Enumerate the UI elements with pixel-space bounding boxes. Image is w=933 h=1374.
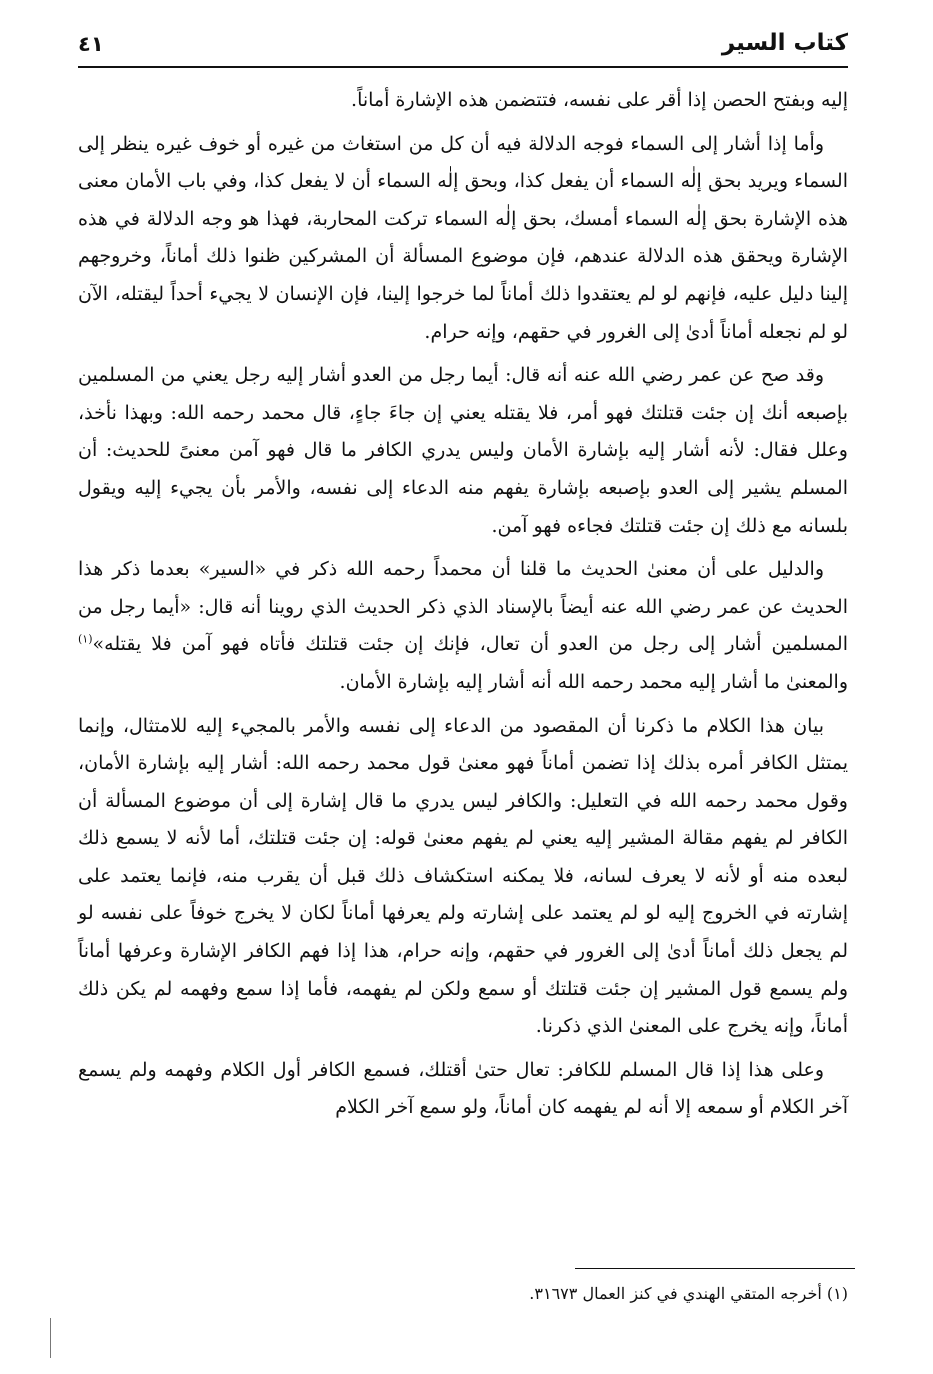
margin-line [50,1318,51,1358]
paragraph-text: والدليل على أن معنىٰ الحديث ما قلنا أن محمداً رحمه الله ذكر في «السير» بعدما ذكر هذا الحديث عن عمر رضي الله عنه أيضاً بالإسناد الذي ذكر الحديث الذي روينا أنه قال: «أيما رجل من المسلمين أشار إلى رجل من العدو أن تعال، فإنك إن جئت قتلتك فأتاه فهو آمن فلا يقتله» [78,558,848,656]
running-title: كتاب السير [721,30,848,56]
paragraph: بيان هذا الكلام ما ذكرنا أن المقصود من الدعاء إلى نفسه والأمر بالمجيء إليه للامتثال، وإنما يمتثل الكافر أمره بذلك إذا تضمن أماناً فهو معنىٰ قول محمد رحمه الله: أشار إليه بإشارة الأمان، وقول محمد رحمه الله في التعليل: والكافر ليس يدري ما قال إشارة إلى أن موضوع المسألة أن الكافر لم يفهم مقالة المشير إليه يعني لم يفهم معنىٰ قوله: إن جئت قتلتك، أما لأنه لا يسمع ذلك لبعده منه أو لأنه لا يعرف لسانه، فلا يمكنه استكشاف ذلك قبل أن يقرب منه، فإنما يعتمد على إشارته في الخروج إليه لو لم يعتمد على إشارته ولم يعرفها أماناً لكان لا يخرج خوفاً على نفسه لو لم يجعل ذلك أماناً أدىٰ إلى الغرور في حقهم، وإنه حرام، هذا إذا فهم الكافر الإشارة وعرفها أماناً ولم يسمع قول المشير إن جئت قتلتك أو سمع ولكن لم يفهمه، فأما إذا سمع وفهمه لم يكن ذلك أماناً، وإنه يخرج على المعنىٰ الذي ذكرنا. [78,714,848,1038]
paragraph-text-tail: والمعنىٰ ما أشار إليه محمد رحمه الله أنه أشار إليه بإشارة الأمان. [339,670,848,693]
page-body [78,82,848,1127]
footnote: (١) أخرجه المتقي الهندي في كنز العمال ٣١٦٧٣. [529,1284,848,1303]
paragraph: وقد صح عن عمر رضي الله عنه أنه قال: أيما رجل من العدو أشار إليه رجل يعني من المسلمين بإصبعه أنك إن جئت قتلتك فهو أمر، فلا يقتله يعني إن جاءَ جاءٍ، قال محمد رحمه الله: وبهذا نأخذ، وعلل فقال: لأنه أشار إليه بإشارة الأمان وليس يدري الكافر ما قال فهو آمن معنىً للحديث: أن المسلم يشير إلى العدو بإصبعه بإشارة يفهم منه الدعاء إلى نفسه، والأمر بأن يجيء إليه ويقول بلسانه مع ذلك إن جئت قتلتك فجاءه فهو آمن. [78,364,848,537]
paragraph: إليه وبفتح الحصن إذا أقر على نفسه، فتتضمن هذه الإشارة أماناً. [351,89,848,111]
book-page [78,26,848,1133]
paragraph: وعلى هذا إذا قال المسلم للكافر: تعال حتىٰ أقتلك، فسمع الكافر أول الكلام وفهمه ولم يسمع آخر الكلام أو سمعه إلا أنه لم يفهمه كان أماناً، ولو سمع آخر الكلام [78,1058,848,1119]
paragraph: وأما إذا أشار إلى السماء فوجه الدلالة فيه أن كل من استغاث من غيره أو خوف غيره ينظر إلى السماء ويريد بحق إلٰه السماء أن يفعل كذا، وبحق إلٰه السماء أن لا يفعل كذا، وفي باب الأمان معنى هذه الإشارة بحق إلٰه السماء أمسك، بحق إلٰه السماء تركت المحاربة، فهذا هو وجه الدلالة في هذه الإشارة ويحقق هذه الدلالة عندهم، فإن موضوع المسألة أن المشركين ظنوا ذلك أماناً، وخروجهم إلينا دليل عليه، فإنهم لو لم يعتقدوا ذلك أماناً لما خرجوا إلينا، فإن الإنسان لا يجيء أحداً ليقتله، الآن لو لم نجعله أماناً أدىٰ إلى الغرور في حقهم، وإنه حرام. [78,132,848,343]
footnote-rule [575,1268,855,1269]
page-header [78,26,848,68]
page-number: ٤١ [78,32,104,56]
header-rule [78,66,848,68]
paragraph [78,551,848,701]
footnote-reference: (١) [78,632,93,646]
